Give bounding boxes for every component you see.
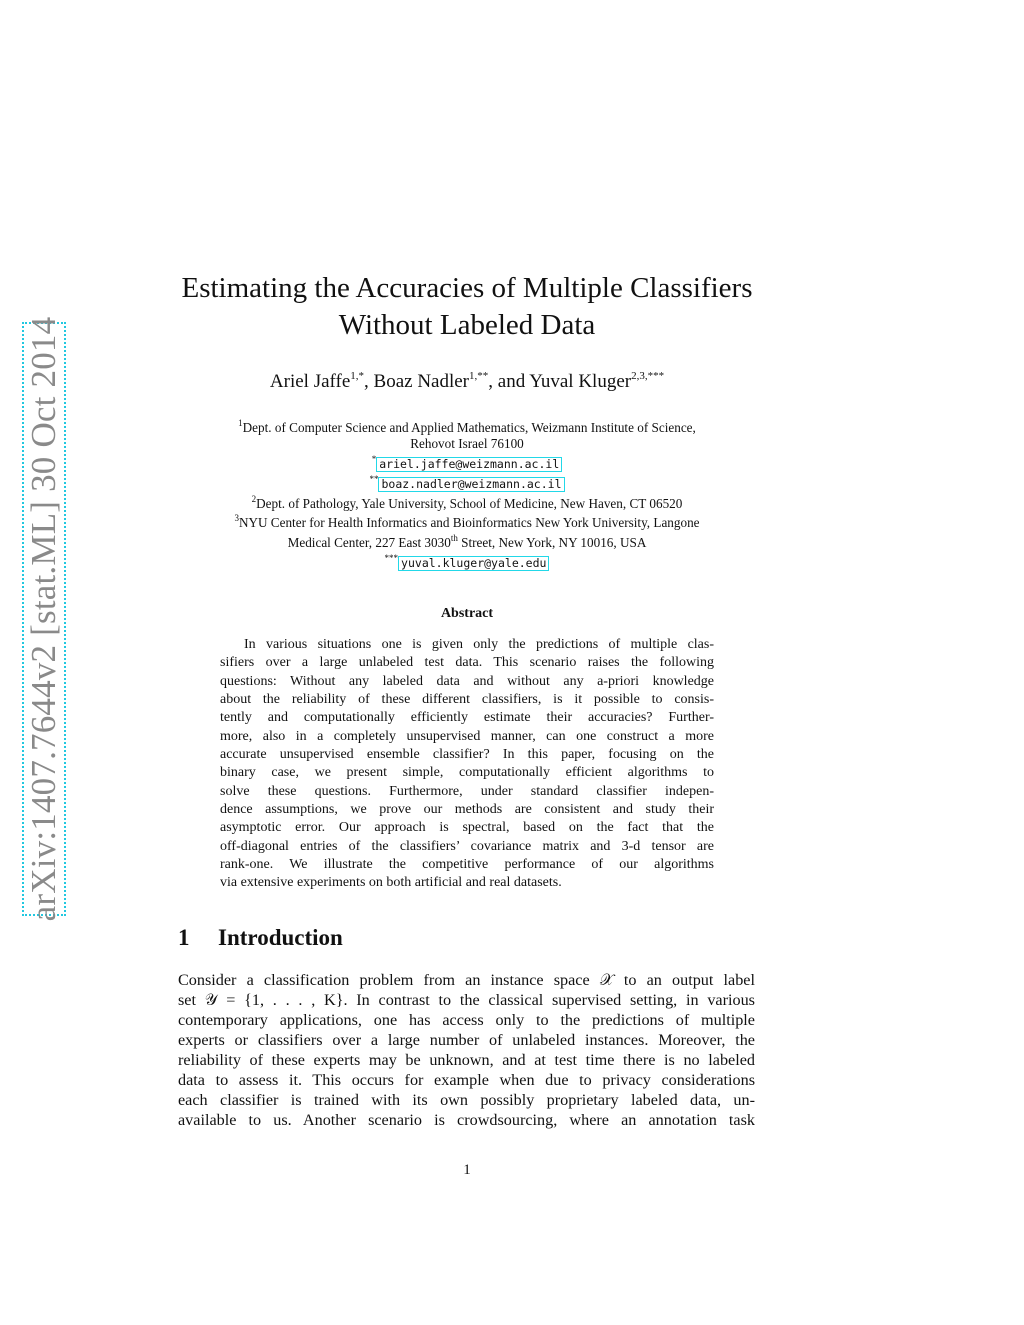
section-title: Introduction — [218, 925, 343, 950]
email-link-nadler[interactable]: boaz.nadler@weizmann.ac.il — [378, 477, 564, 492]
abstract-line: sifiers over a large unlabeled test data. This scenario raises the following — [220, 655, 714, 671]
abstract-line: dence assumptions, we prove our methods are consistent and study their — [220, 802, 714, 818]
paper-title — [150, 270, 784, 344]
affiliations — [150, 416, 784, 571]
introduction-line: Consider a classification problem from an instance space 𝒳 to an output label — [178, 971, 755, 989]
affiliation-2-mark: 2 — [251, 493, 257, 504]
affiliation-1-mark: 1 — [238, 418, 243, 428]
introduction-text — [178, 970, 755, 1130]
author-2-marks: 1,** — [469, 370, 489, 382]
affiliation-1-text: Dept. of Computer Science and Applied Mathematics, Weizmann Institute of Science, — [242, 420, 696, 435]
author-3-marks: 2,3,*** — [631, 370, 665, 382]
affiliation-3-line-1 — [150, 511, 784, 531]
author-2-name: , Boaz Nadler — [364, 371, 470, 392]
abstract-line: about the reliability of these different classifiers, is it possible to consis- — [220, 692, 714, 708]
arxiv-identifier[interactable]: arXiv:1407.7644v2 [stat.ML] 30 Oct 2014 — [24, 316, 63, 922]
introduction-line: contemporary applications, one has access only to the predictions of multiple — [178, 1011, 755, 1029]
author-1-name: Ariel Jaffe — [269, 371, 351, 392]
email-2-line — [150, 472, 784, 492]
affiliation-3-text: NYU Center for Health Informatics and Bioinformatics New York University, Langone — [238, 515, 700, 531]
abstract-line: In various situations one is given only the predictions of multiple clas- — [244, 637, 714, 652]
abstract-line: accurate unsupervised ensemble classifier? In this paper, focusing on the — [220, 747, 714, 763]
affiliation-2-line — [150, 492, 784, 512]
email-2-mark: ** — [369, 473, 379, 484]
author-list — [150, 364, 784, 394]
title-line-1: Estimating the Accuracies of Multiple Classifiers — [181, 272, 753, 304]
email-1-line — [150, 452, 784, 472]
author-3-name: , and Yuval Kluger — [488, 371, 632, 392]
author-1-marks: 1,* — [350, 370, 365, 382]
abstract-line: questions: Without any labeled data and without any a-priori knowledge — [220, 673, 714, 689]
abstract-line: asymptotic error. Our approach is spectral, based on the fact that the — [220, 820, 714, 836]
affiliation-2-text: Dept. of Pathology, Yale University, School of Medicine, New Haven, CT 06520 — [256, 495, 683, 511]
abstract-line: solve these questions. Furthermore, under standard classifier indepen- — [220, 783, 714, 799]
title-line-2: Without Labeled Data — [338, 309, 596, 341]
affiliation-3-address-b: Street, New York, NY 10016, USA — [457, 535, 647, 551]
affiliation-1-line-2: Rehovot Israel 76100 — [410, 435, 524, 451]
affiliation-3-line-2 — [150, 531, 784, 551]
introduction-line: available to us. Another scenario is crowdsourcing, where an annotation task — [178, 1111, 755, 1129]
introduction-line: experts or classifiers over a large number of unlabeled instances. Moreover, the — [178, 1031, 755, 1049]
affiliation-3-address-a: Medical Center, 227 East 3030 — [287, 535, 451, 551]
email-3-mark: *** — [384, 552, 399, 563]
email-1-mark: * — [371, 453, 377, 464]
affiliation-1-line-1 — [150, 416, 784, 436]
abstract-line: rank-one. We illustrate the competitive performance of our algorithms — [220, 857, 714, 873]
abstract-line: via extensive experiments on both artificial and real datasets. — [220, 875, 562, 891]
section-heading-introduction — [178, 925, 343, 951]
introduction-line: each classifier is trained with its own possibly proprietary labeled data, un- — [178, 1091, 755, 1109]
introduction-line: data to assess it. This occurs for example when due to privacy considerations — [178, 1071, 755, 1089]
abstract-line: off-diagonal entries of the classifiers’ covariance matrix and 3-d tensor are — [220, 838, 714, 854]
email-link-jaffe[interactable]: ariel.jaffe@weizmann.ac.il — [376, 457, 562, 472]
email-3-line — [150, 551, 784, 571]
abstract-line: tently and computationally efficiently estimate their accuracies? Further- — [220, 710, 714, 726]
page-number: 1 — [463, 1162, 471, 1178]
abstract-line: more, also in a completely unsupervised manner, can one construct a more — [220, 728, 714, 744]
affiliation-3-ordinal: th — [450, 533, 458, 544]
abstract-line: binary case, we present simple, computationally efficient algorithms to — [220, 765, 714, 781]
email-link-kluger[interactable]: yuval.kluger@yale.edu — [398, 556, 549, 571]
affiliation-3-mark: 3 — [234, 513, 239, 524]
introduction-line: reliability of these experts may be unknown, and at test time there is no labeled — [178, 1051, 755, 1069]
introduction-line: set 𝒴 = {1, . . . , K}. In contrast to the classical supervised setting, in various — [178, 991, 755, 1009]
abstract-heading: Abstract — [440, 606, 494, 621]
section-number: 1 — [178, 925, 190, 950]
abstract-text — [220, 636, 714, 893]
